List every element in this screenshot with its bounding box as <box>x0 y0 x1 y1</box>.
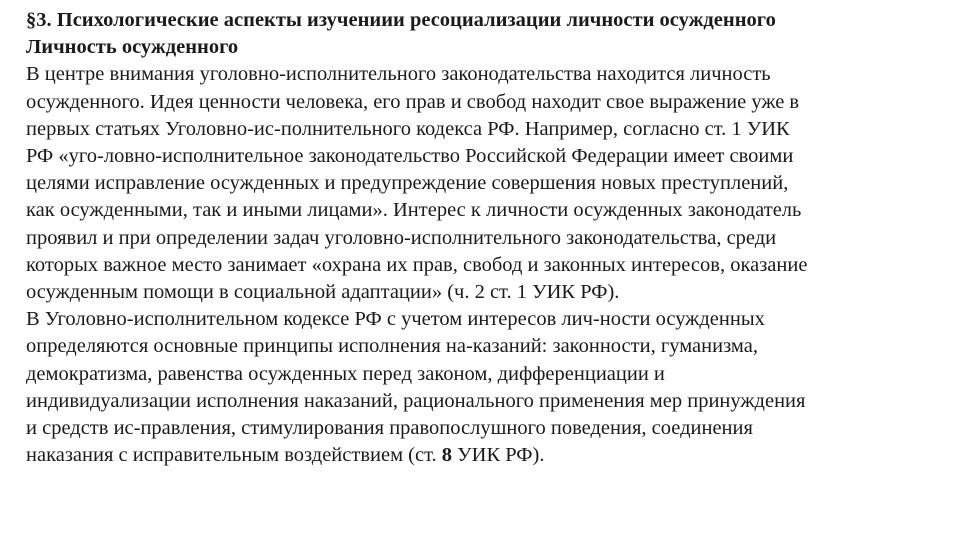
paragraph-2-line: индивидуализации исполнения наказаний, рационального применения мер принуждения <box>26 389 806 412</box>
paragraph-1-line: В центре внимания уголовно-исполнительного законодательства находится личность <box>26 63 771 86</box>
paragraph-2 <box>26 306 948 469</box>
paragraph-1-line: которых важное место занимает «охрана их прав, свобод и законных интересов, оказание <box>26 253 808 276</box>
article-number: 8 <box>441 444 453 467</box>
paragraph-1-line: осужденного. Идея ценности человека, его прав и свобод находит свое выражение уже в <box>26 90 800 113</box>
paragraph-1-line: первых статьях Уголовно-ис-полнительного кодекса РФ. Например, согласно ст. 1 УИК <box>26 117 790 140</box>
paragraph-2-line: определяются основные принципы исполнения на-казаний: законности, гуманизма, <box>26 335 758 358</box>
last-line-text-before: наказания с исправительным воздействием (ст. <box>26 444 442 467</box>
paragraph-1-line: осужденным помощи в социальной адаптации» (ч. 2 ст. 1 УИК РФ). <box>26 281 620 304</box>
paragraph-2-line: демократизма, равенства осужденных перед законом, дифференциации и <box>26 362 665 385</box>
paragraph-1 <box>26 61 948 306</box>
paragraph-1-line: РФ «уго-ловно-исполнительное законодательство Российской Федерации имеет своими <box>26 145 794 168</box>
last-line-text-after: УИК РФ). <box>452 444 545 467</box>
page-title: §3. Психологические аспекты изучениии ресоциализации личности осужденного <box>26 9 776 31</box>
paragraph-1-line: проявил и при определении задач уголовно-исполнительного законодательства, среди <box>26 226 777 249</box>
paragraph-2-line: В Уголовно-исполнительном кодексе РФ с учетом интересов лич-ности осужденных <box>26 308 765 331</box>
paragraph-1-line: целями исправление осужденных и предупреждение совершения новых преступлений, <box>26 172 789 195</box>
paragraph-2-line: и средств ис-правления, стимулирования правопослушного поведения, соединения <box>26 417 753 440</box>
paragraph-1-line: как осужденными, так и иными лицами». Интерес к личности осужденных законодатель <box>26 199 802 222</box>
paragraph-2-last-line <box>26 442 948 469</box>
section-subtitle: Личность осужденного <box>26 36 239 59</box>
